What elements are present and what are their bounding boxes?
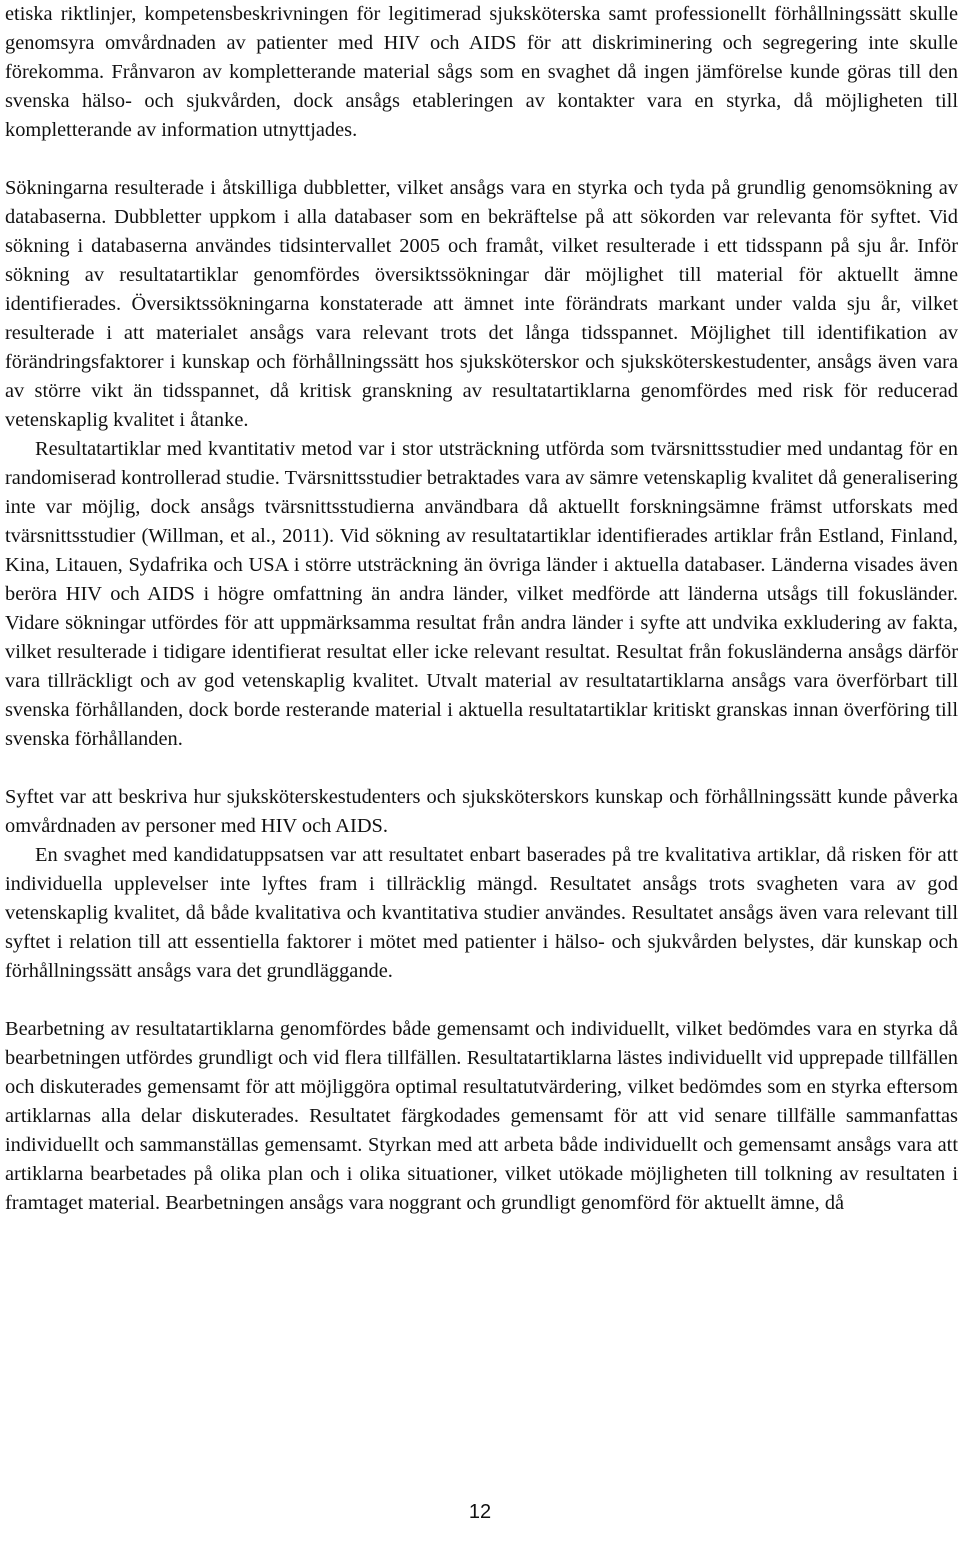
paragraph-weakness: En svaghet med kandidatuppsatsen var att resultatet enbart baserades på tre kvalitativa artiklar, då risken för att individuella upplevelser inte lyftes fram i tillräcklig mängd. Resultatet ansågs trots svagheten vara av god vetenskaplig kvalitet, då både kvalitativa och kvantitativa studier användes. Resultatet ansågs även vara relevant till syftet i relation till att essentiella faktorer i mötet med patienter i hälso- och sjukvården belystes, där kunskap och förhållningssätt ansågs vara det grundläggande. xyxy=(5,844,958,982)
paragraph-gap xyxy=(5,145,958,174)
paragraph-gap xyxy=(5,754,958,783)
paragraph-result-articles: Resultatartiklar med kvantitativ metod var i stor utsträckning utförda som tvärsnittsstudier med undantag för en randomiserad kontrollerad studie. Tvärsnittsstudier betraktades vara av sämre vetenskaplig kvalitet då generalisering inte var möjlig, dock ansågs tvärsnittsstudierna användbara då aktuellt forskningsämne främst utforskats med tvärsnittsstudier (Willman, et al., 2011). Vid sökning av resultatartiklar identifierades artiklar från Estland, Finland, Kina, Litauen, Sydafrika och USA i större utsträckning än övriga länder i aktuella databaser. Länderna visades även beröra HIV och AIDS i högre omfattning än andra länder, vilket medförde att länderna utsågs till fokusländer. Vidare sökningar utfördes för att uppmärksamma resultat från andra länder i syfte att undvika exkludering av fakta, vilket resulterade i tidigare identifierat resultat eller icke relevant resultat. Resultat från fokusländerna ansågs därför vara tillräckligt och av god vetenskaplig kvalitet. Utvalt material av resultatartiklarna ansågs vara överförbart till svenska förhållanden, dock borde resterande material i aktuella resultatartiklar kritiskt granskas innan överföring till svenska förhållanden. xyxy=(5,438,958,750)
paragraph-gap xyxy=(5,986,958,1015)
paragraph-aim: Syftet var att beskriva hur sjuksköterskestudenters och sjuksköterskors kunskap och förhållningssätt kunde påverka omvårdnaden av personer med HIV och AIDS. xyxy=(5,786,958,837)
page-number: 12 xyxy=(468,1501,492,1523)
paragraph-ethics: etiska riktlinjer, kompetensbeskrivningen för legitimerad sjuksköterska samt professionellt förhållningssätt skulle genomsyra omvårdnaden av patienter med HIV och AIDS för att diskriminering och segregering inte skulle förekomma. Frånvaron av kompletterande material sågs som en svaghet då ingen jämförelse kunde göras till den svenska hälso- och sjukvården, dock ansågs etableringen av kontakter vara en styrka, då möjligheten till kompletterande av information utnyttjades. xyxy=(5,3,958,141)
body-text xyxy=(5,0,958,1218)
paragraph-searches: Sökningarna resulterade i åtskilliga dubbletter, vilket ansågs vara en styrka och tyda på grundlig genomsökning av databaserna. Dubbletter uppkom i alla databaser som en bekräftelse på att sökorden var relevanta för syftet. Vid sökning i databaserna användes tidsintervallet 2005 och framåt, vilket resulterade i ett tidsspann på sju år. Inför sökning av resultatartiklar genomfördes översiktssökningar där möjlighet till material för aktuellt ämne identifierades. Översiktssökningarna konstaterade att ämnet inte förändrats markant under valda sju år, vilket resulterade i att materialet ansågs vara relevant trots det långa tidsspannet. Möjlighet till identifikation av förändringsfaktorer i kunskap och förhållningssätt hos sjuksköterskor och sjuksköterskestudenter, ansågs även vara av större vikt än tidsspannet, då kritisk granskning av resultatartiklarna genomfördes med risk för reducerad vetenskaplig kvalitet i åtanke. xyxy=(5,177,958,431)
paragraph-processing: Bearbetning av resultatartiklarna genomfördes både gemensamt och individuellt, vilket bedömdes vara en styrka då bearbetningen utfördes grundligt och vid flera tillfällen. Resultatartiklarna lästes individuellt vid upprepade tillfällen och diskuterades gemensamt för att möjliggöra optimal resultatutvärdering, vilket bedömdes som en styrka eftersom artiklarnas alla delar diskuterades. Resultatet färgkodades gemensamt för att vid senare tillfälle sammanfattas individuellt och sammanställas gemensamt. Styrkan med att arbeta både individuellt och gemensamt ansågs vara att artiklarna bearbetades på olika plan och i olika situationer, vilket utökade möjligheten till tolkning av resultaten i framtaget material. Bearbetningen ansågs vara noggrant och grundligt genomförd för aktuellt ämne, då xyxy=(5,1018,958,1214)
